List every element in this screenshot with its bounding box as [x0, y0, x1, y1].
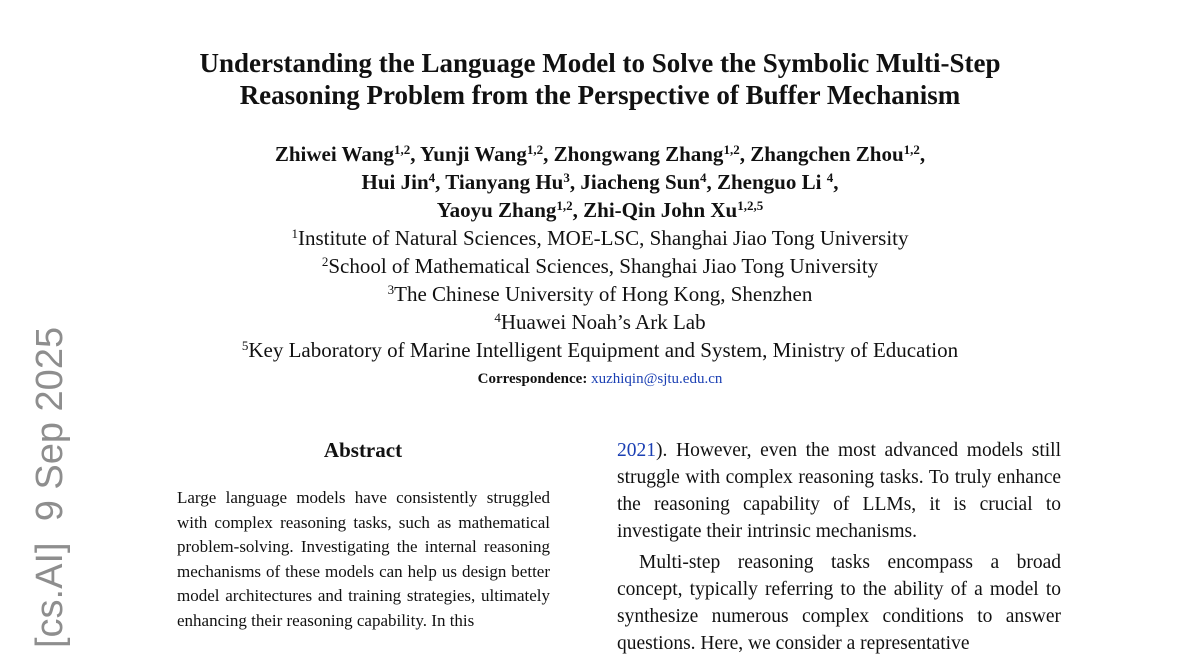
author-name: Zhongwang Zhang: [553, 142, 724, 166]
author-name: Zhi-Qin John Xu: [583, 198, 738, 222]
affiliation-text: Institute of Natural Sciences, MOE-LSC, Shanghai Jiao Tong University: [297, 226, 909, 250]
affiliation-text: School of Mathematical Sciences, Shanghai Jiao Tong University: [328, 254, 879, 278]
affiliation-3: [100, 280, 1100, 308]
affiliation-4: [100, 308, 1100, 336]
author-name: Tianyang Hu: [445, 170, 564, 194]
correspondence-label: Correspondence:: [477, 371, 588, 387]
affiliation-number: 5: [241, 337, 249, 353]
affiliation-list: [100, 224, 1100, 364]
author-line-2: Hui Jin$^4$, Tianyang Hu$^3$, Jiacheng Sun$^4$, Zhenguo Li $^4$,: [361, 169, 839, 194]
affiliation-text: Key Laboratory of Marine Intelligent Equipment and System, Ministry of Education: [248, 338, 959, 362]
author-affiliation-mark: 4: [826, 169, 834, 185]
author-name: Hui Jin: [361, 170, 429, 194]
affiliation-text: Huawei Noah’s Ark Lab: [500, 310, 706, 334]
body-paragraph-2: Multi-step reasoning tasks encompass a broad concept, typically referring to the ability of a model to synthesize numerous complex conditions to answer questions. Here, we consider a representative: [617, 552, 1061, 654]
author-affiliation-mark: 1,2: [556, 197, 573, 213]
affiliation-number: 4: [494, 309, 501, 325]
title-line-2: Reasoning Problem from the Perspective of Buffer Mechanism: [239, 80, 961, 110]
affiliation-text: The Chinese University of Hong Kong, Shenzhen: [394, 282, 813, 306]
affiliation-1: [100, 224, 1100, 252]
arxiv-side-stamp: [cs.AI] 9 Sep 2025: [29, 326, 71, 648]
author-affiliation-mark: 3: [563, 169, 570, 185]
author-affiliation-mark: 1,2: [723, 141, 740, 157]
author-affiliation-mark: 1,2: [903, 141, 920, 157]
author-name: Jiacheng Sun: [580, 170, 700, 194]
affiliation-number: 2: [321, 253, 329, 269]
affiliation-2: [100, 252, 1100, 280]
body-right-column: [617, 437, 1061, 657]
body-paragraph-1-text: ). However, even the most advanced models still struggle with complex reasoning tasks. To truly enhance the reasoning capability of LLMs, it is crucial to investigate their intrinsic mechanisms.: [617, 440, 1061, 542]
citation-link[interactable]: 2021: [617, 440, 656, 461]
correspondence: [100, 369, 1100, 389]
author-name: Yunji Wang: [420, 142, 527, 166]
author-line-1: Zhiwei Wang$^{1,2}$, Yunji Wang$^{1,2}$, Zhongwang Zhang$^{1,2}$, Zhangchen Zhou$^{1,2}$,: [274, 141, 926, 166]
affiliation-number: 1: [291, 225, 298, 241]
author-name: Yaoyu Zhang: [436, 198, 557, 222]
author-name: Zhiwei Wang: [274, 142, 395, 166]
body-paragraph-1: [617, 437, 1061, 545]
author-name: Zhangchen Zhou: [750, 142, 904, 166]
abstract-heading: Abstract: [323, 438, 403, 462]
author-affiliation-mark: 1,2: [394, 141, 411, 157]
author-affiliation-mark: 4: [700, 169, 707, 185]
title-line-1: Understanding the Language Model to Solve the Symbolic Multi-Step: [199, 48, 1001, 78]
paper-title: [100, 47, 1100, 111]
correspondence-email-link[interactable]: xuzhiqin@sjtu.edu.cn: [591, 371, 723, 387]
author-name: Zhenguo Li: [717, 170, 822, 194]
author-affiliation-mark: 1,2,5: [737, 197, 764, 213]
author-list: [100, 140, 1100, 224]
affiliation-number: 3: [387, 281, 395, 297]
abstract-text: Large language models have consistently struggled with complex reasoning tasks, such as mathematical problem-solving. Investigating the internal reasoning mechanisms of these models can help us design better model architectures and training strategies, ultimately enhancing their reasoning capability. In this: [177, 488, 550, 630]
author-affiliation-mark: 4: [428, 169, 436, 185]
affiliation-5: [100, 336, 1100, 364]
author-line-3: Yaoyu Zhang$^{1,2}$, Zhi-Qin John Xu$^{1,2,5}$: [436, 197, 764, 222]
author-affiliation-mark: 1,2: [526, 141, 544, 157]
